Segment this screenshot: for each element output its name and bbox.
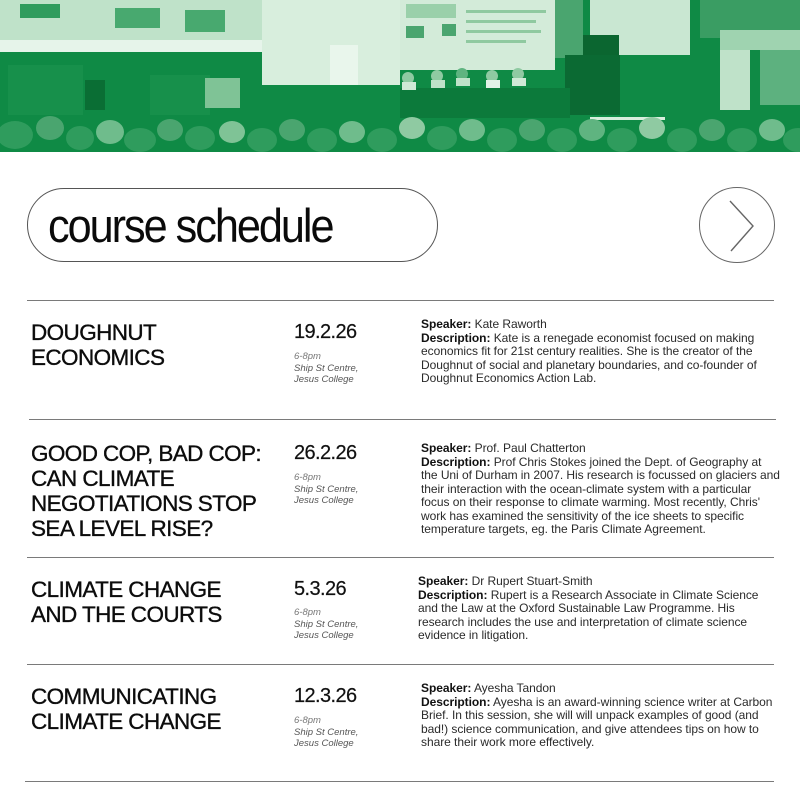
description-text: Prof Chris Stokes joined the Dept. of Geography at the Uni of Durham in 2007. His research is focussed on glaciers and their interaction with the ocean-climate system with a particular focus on their response to climate warming. Most recently, Chris' work has examined the sensitivity of the ice sheets to specific temperature targets, eg. the Paris Climate Agreement.	[421, 454, 780, 536]
page-title: course schedule	[48, 198, 333, 252]
speaker-name: Kate Raworth	[474, 317, 547, 331]
speaker-label: Speaker	[421, 681, 468, 695]
session-venue: Jesus College	[294, 738, 354, 749]
session-row	[0, 300, 800, 419]
speaker-line: Speaker: Prof. Paul Chatterton	[421, 441, 586, 455]
description-line: Description: Ayesha is an award-winning science writer at Carbon Brief. In this session, she will will unpack examples of good (and bad!) science communication, and give attendees tips on how to share their work more effectively.	[421, 694, 773, 749]
session-date: 26.2.26	[294, 442, 357, 464]
speaker-name: Dr Rupert Stuart-Smith	[471, 574, 593, 588]
session-date: 5.3.26	[294, 578, 347, 600]
divider	[25, 781, 774, 782]
session-venue: Ship St Centre,	[294, 726, 359, 738]
description-label: Description	[421, 330, 487, 345]
speaker-name: Ayesha Tandon	[473, 681, 556, 695]
session-row	[0, 419, 800, 557]
page-title-pill	[27, 188, 438, 262]
hero-image	[0, 0, 800, 152]
session-date: 12.3.26	[294, 685, 357, 707]
session-details	[418, 575, 778, 643]
hero-illustration	[0, 0, 800, 152]
session-title-line: CLIMATE CHANGE	[31, 577, 221, 602]
session-venue: Ship St Centre,	[294, 483, 359, 495]
speaker-line: Speaker: Dr Rupert Stuart-Smith	[418, 574, 593, 588]
session-venue: Jesus College	[294, 374, 354, 385]
description-text: Ayesha is an award-winning science writer at Carbon Brief. In this session, she will will unpack examples of good (and bad!) science communication, and give attendees tips on how to share their work more effectively.	[421, 694, 773, 749]
session-title-line: SEA LEVEL RISE?	[31, 516, 213, 541]
speaker-label: Speaker	[421, 317, 468, 331]
speaker-label: Speaker	[421, 441, 468, 455]
description-text: Kate is a renegade economist focused on making economics fit for 21st century realities. She is the creator of the Doughnut of social and planetary boundaries, and co-founder of Doughnut Economics Action Lab.	[421, 330, 757, 385]
session-row	[0, 664, 800, 781]
speaker-line: Speaker: Kate Raworth	[421, 317, 547, 331]
session-title-line: COMMUNICATING	[31, 684, 217, 709]
session-title-line: CAN CLIMATE	[31, 466, 175, 491]
description-line: Description: Kate is a renegade economist focused on making economics fit for 21st century realities. She is the creator of the Doughnut of social and planetary boundaries, and co-founder of Doughnut Economics Action Lab.	[421, 330, 757, 385]
speaker-label: Speaker	[418, 574, 465, 588]
session-time: 6-8pm	[294, 472, 321, 483]
session-details	[421, 318, 781, 386]
session-time: 6-8pm	[294, 351, 321, 362]
session-title	[31, 441, 261, 541]
description-line: Description: Rupert is a Research Associate in Climate Science and the Law at the Oxford Sustainable Law Programme. His research includes the use and interpretation of climate science evidence in litigation.	[418, 587, 759, 642]
session-meta	[294, 607, 358, 642]
session-date: 19.2.26	[294, 321, 357, 343]
next-button[interactable]	[699, 187, 775, 263]
speaker-name: Prof. Paul Chatterton	[474, 441, 586, 455]
speaker-line: Speaker: Ayesha Tandon	[421, 681, 556, 695]
session-title	[31, 577, 222, 627]
session-title-line: ECONOMICS	[31, 345, 165, 370]
session-time: 6-8pm	[294, 607, 321, 618]
description-label: Description	[421, 694, 487, 709]
session-meta	[294, 715, 358, 750]
description-label: Description	[418, 587, 484, 602]
session-title-line: GOOD COP, BAD COP:	[31, 441, 262, 466]
session-title-line: AND THE COURTS	[31, 602, 222, 627]
session-title	[31, 320, 164, 370]
description-label: Description	[421, 454, 487, 469]
session-details	[421, 682, 781, 750]
session-venue: Ship St Centre,	[294, 618, 359, 630]
chevron-right-icon	[700, 188, 776, 264]
description-text: Rupert is a Research Associate in Climate Science and the Law at the Oxford Sustainable Law Programme. His research includes the use and interpretation of climate science evidence in litigation.	[418, 587, 759, 642]
session-row	[0, 557, 800, 664]
session-details	[421, 442, 781, 537]
session-meta	[294, 472, 358, 507]
session-time: 6-8pm	[294, 715, 321, 726]
session-title	[31, 684, 221, 734]
session-venue: Jesus College	[294, 630, 354, 641]
session-venue: Ship St Centre,	[294, 362, 359, 374]
session-title-line: CLIMATE CHANGE	[31, 709, 221, 734]
description-line: Description: Prof Chris Stokes joined the Dept. of Geography at the Uni of Durham in 2007. His research is focussed on glaciers and their interaction with the ocean-climate system with a particular focus on their response to climate warming. Most recently, Chris' work has examined the sensitivity of the ice sheets to specific temperature targets, eg. the Paris Climate Agreement.	[421, 454, 780, 536]
session-meta	[294, 351, 358, 386]
session-title-line: NEGOTIATIONS STOP	[31, 491, 257, 516]
session-title-line: DOUGHNUT	[31, 320, 157, 345]
session-venue: Jesus College	[294, 495, 354, 506]
